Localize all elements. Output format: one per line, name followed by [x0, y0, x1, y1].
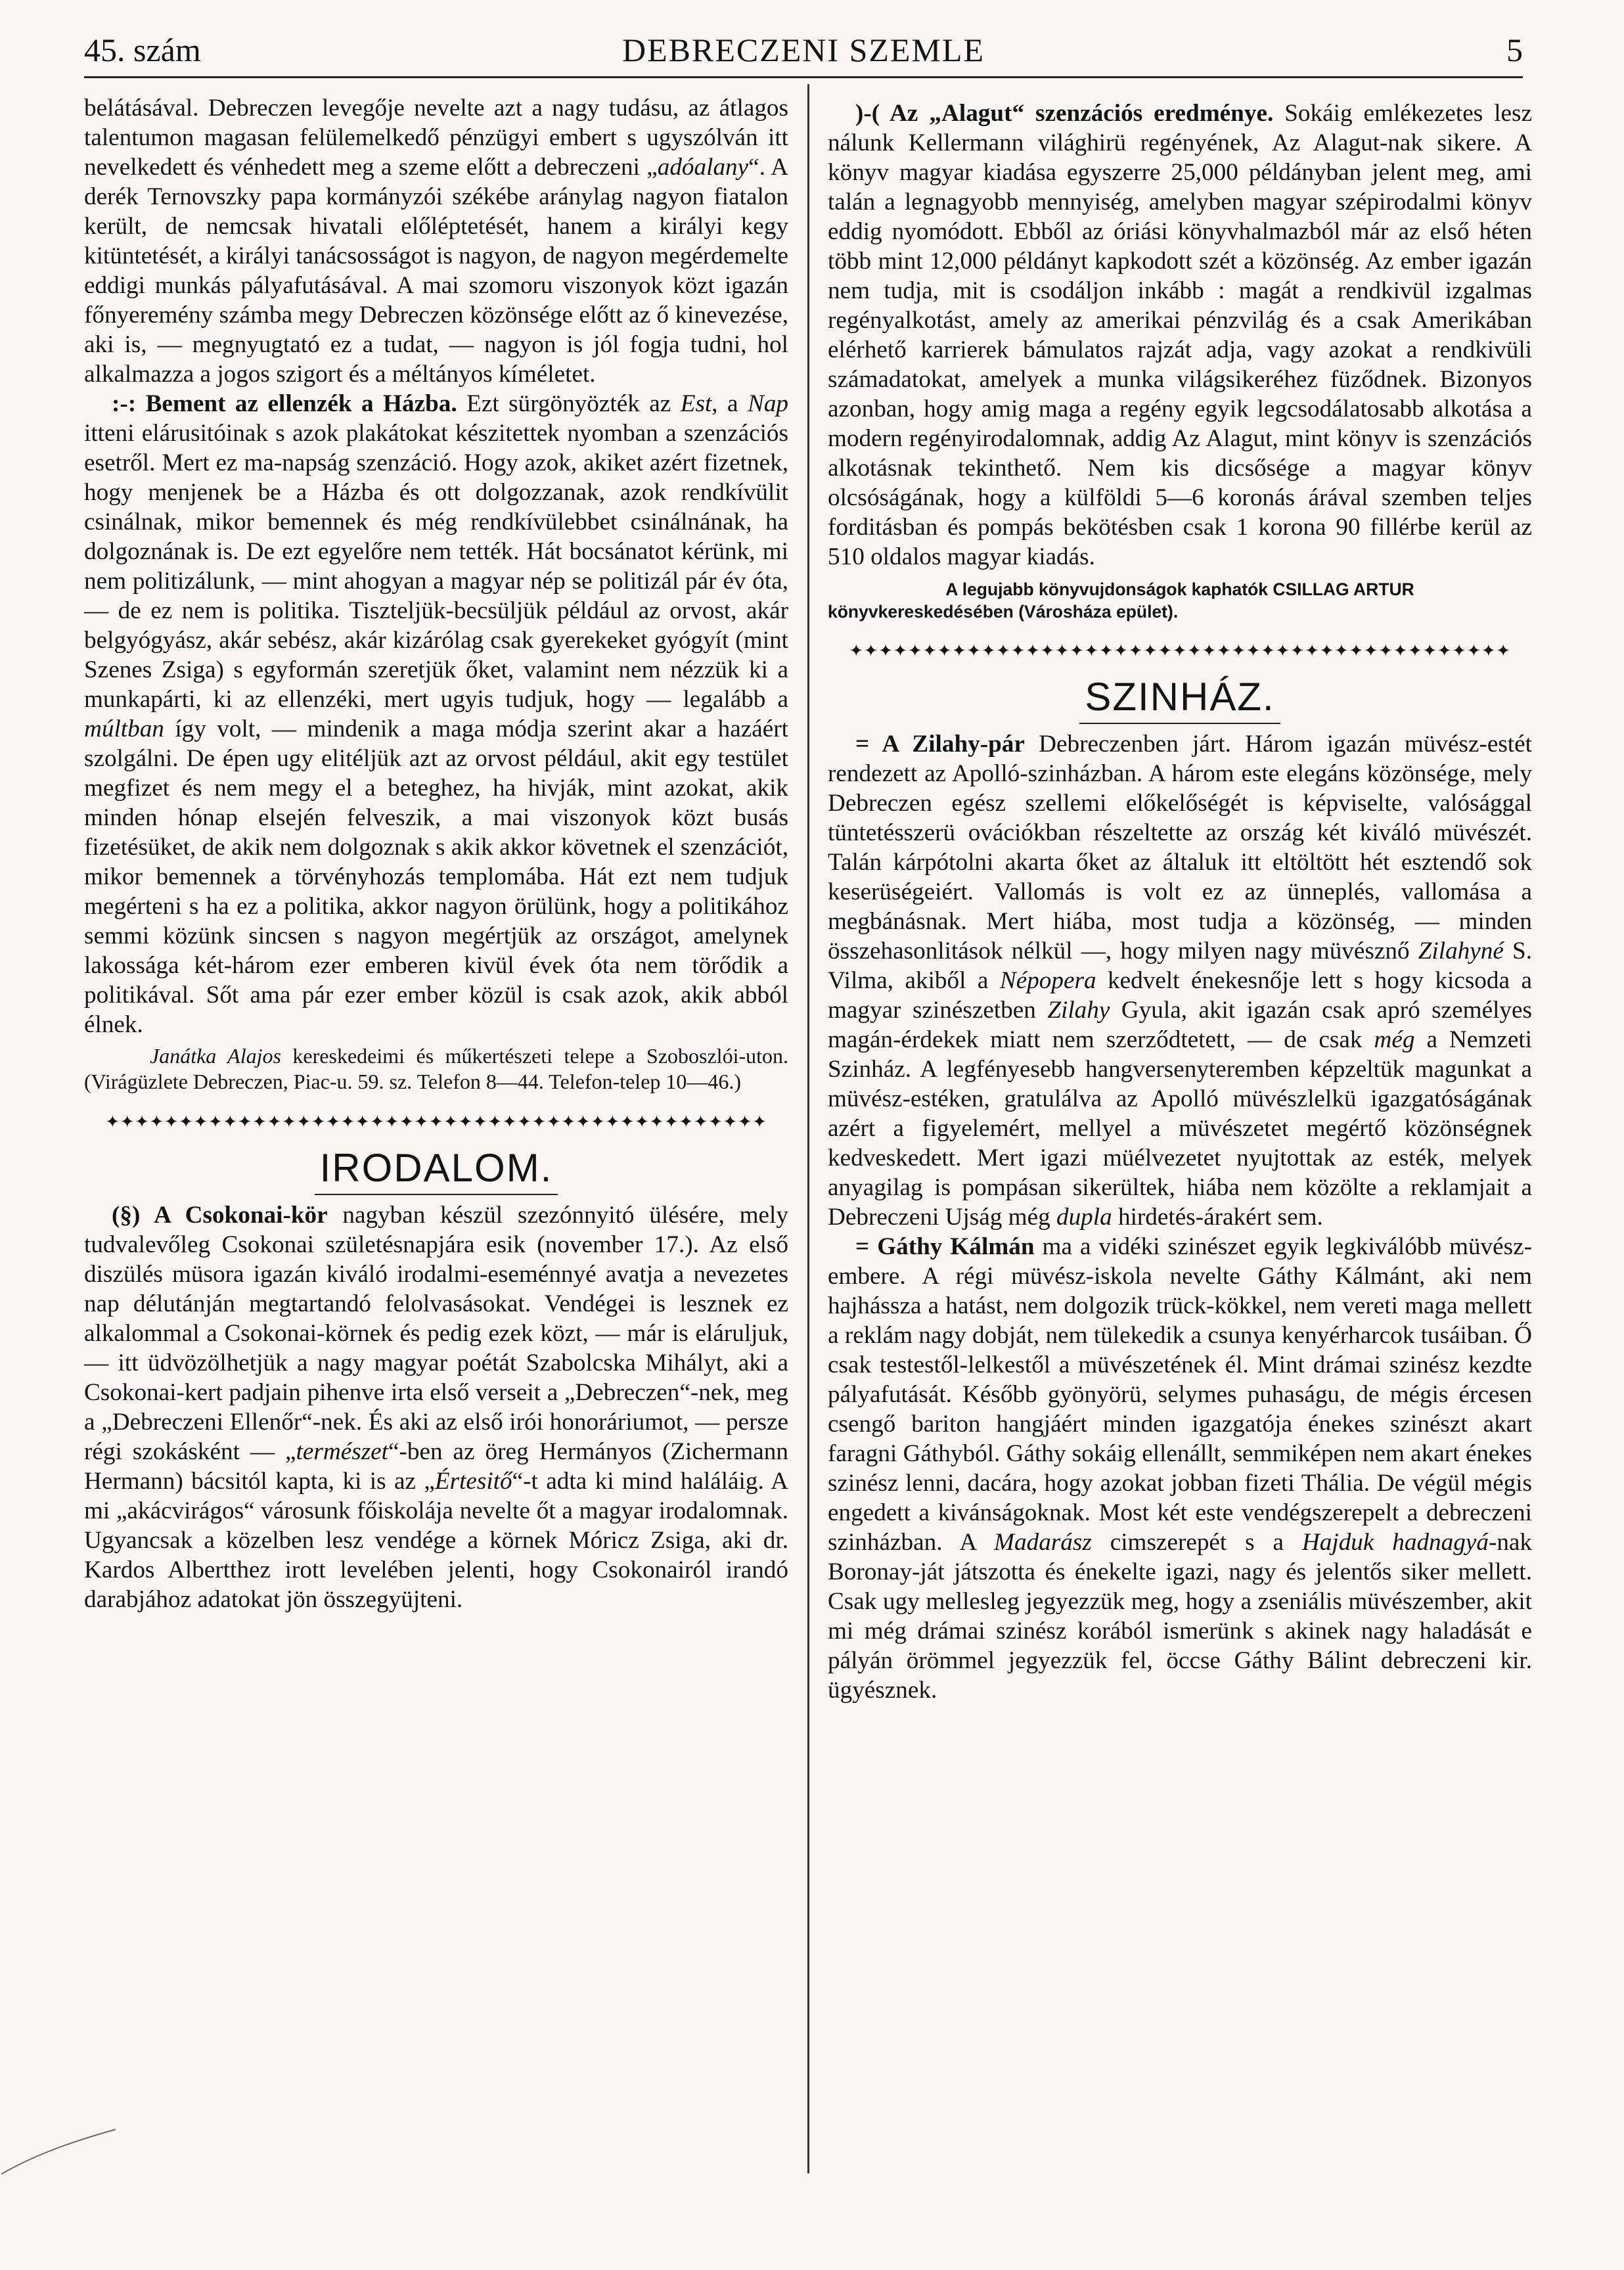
article-text: nagyban készül szezónnyitó ülésére, mely tudvalevőleg Csokonai születésnapjára esik (november 17.). Az első diszülés müsora igazán kiváló irodalmi-eseménnyé avatja a nevezetes nap délutánján megtartandó felolvasásokat. Vendégei is lesznek ez alkalommal a Csokonai-körnek és pedig ezek közt, — már is eláruljuk, — itt üdvözölhetjük a nagy magyar poétát Szabolcska Mihályt, aki a Csokonai-kert padjain pihenve irta első verseit a „Debreczen“-nek, meg a „Debreczeni Ellenőr“-nek. És aki az első irói honoráriumot, — persze régi szokásként — „	[84, 1202, 788, 1465]
article-alagut	[828, 99, 1532, 572]
article-lead: = Gáthy Kálmán	[855, 1233, 1035, 1260]
section-title-text: IRODALOM.	[315, 1146, 558, 1195]
article-emphasis: Madarász	[994, 1529, 1092, 1556]
article-text: így volt, — mindenik a maga módja szerint akar a hazáért szolgálni. De épen ugy elitéljük azt az orvost például, akit egy testület megfizet és nem megy el a beteghez, ha hivják, mint azokat, akik minden hónap elsején felveszik, a mai viszonyok közt busás fizetésüket, de akik nem dolgoznak s akik akkor követnek el szenzációt, mikor bemennek a törvényhozás templomába. Hát ezt nem tudjuk megérteni s ha ez a politika, akkor nagyon örülünk, hogy a politikához semmi közünk sincsen s nagyon megértjük az országot, amelynek lakossága két-három ezer emberen kivül évek óta nem törődik a politikával. Sőt ama pár ezer ember közül is csak azok, akik abból élnek.	[84, 715, 788, 1038]
advertiser-name: Janátka Alajos	[150, 1044, 281, 1068]
article-emphasis: természet	[296, 1438, 389, 1465]
article-emphasis: Est	[680, 390, 712, 417]
column-divider	[807, 84, 809, 2173]
advertisement-text: kereskedeimi és műkertészeti telepe a Szoboszlói-uton. (Virágüzlete Debreczen, Piac-u. 59. sz. Telefon 8—44. Telefon-telep 10—46.)	[84, 1044, 788, 1093]
article-text: Ezt sürgönyözték az	[457, 390, 681, 417]
pen-stroke-mark	[0, 2125, 118, 2178]
page-header	[84, 25, 1523, 78]
article-text: “-ben az öreg Hermányos (Zichermann Hermann) bácsitól kapta, ki is az „	[84, 1438, 788, 1495]
page-number: 5	[1506, 32, 1523, 68]
article-text: -nak Boronay-ját játszotta és énekelte igazi, nagy és jelentős siker mellett. Csak ugy mellesleg jegyezzük meg, hogy a zseniális müvészember, akit mi még drámai szinész korából ismerünk s akinek nagy haladását e pályán örömmel jegyezzük fel, öccse Gáthy Bálint debreczeni kir. ügyésznek.	[828, 1529, 1532, 1704]
article-text: itteni elárusitóinak s azok plakátokat készitettek nyomban a szenzációs esetről. Mert ez ma-napság szenzáció. Hogy azok, akiket azért fizetnek, hogy menjenek be a Házba és ott dolgozzanak, azok rendkívülit csinálnak, mikor bemennek és még rendkívülebbet csinálnának, ha dolgoznának is. De ezt egyelőre nem tették. Hát bocsánatot kérünk, mi nem politizálunk, — mint ahogyan a magyar nép se politizál pár év óta, — de ez nem is politika. Tiszteljük-becsüljük például az orvost, akár belgyógyász, akár sebész, akár kizárólag csak gyerekeket gyógyít (mint Szenes Zsiga) s egyformán szeretjük őket, valamint nem nézzük ki a munkapárti, ki az ellenzéki, mert ugyis tudjuk, hogy — legalább a	[84, 420, 788, 713]
ornament-divider: ✦✦✦✦✦✦✦✦✦✦✦✦✦✦✦✦✦✦✦✦✦✦✦✦✦✦✦✦✦✦✦✦✦✦✦✦✦✦✦✦✦✦✦✦✦	[105, 1112, 767, 1131]
article-text: S. Vilma, akiből a	[828, 938, 1532, 994]
article-gathy	[828, 1232, 1532, 1705]
article-text: belátásával. Debreczen levegője nevelte azt a nagy tudásu, az átlagos talentumon magasan felülemelkedő pénzügyi embert s ugyszólván itt nevelkedett és vénhedett meg a szeme előtt a debreczeni „	[84, 95, 788, 181]
advertisement-janatka	[84, 1043, 788, 1094]
notice-line: A legujabb könyvujdonságok kaphatók CSILLAG ARTUR	[945, 579, 1414, 599]
article-text: a Nemzeti Szinház. A legfényesebb hangversenyteremben képzeltük magunkat a müvész-estéken, gratulálva az Apolló müvészlelkü igazgatóságának azért a figyelemért, mellyel a müvészetet megértő közönségnek kedveskedett. Mert igazi müélvezetet nyujtottak az esték, melyek anyagilag is pompásan sikerültek, hiába nem közölte a reklamjait a Debreczeni Ujság még	[828, 1026, 1532, 1231]
article-zilahy	[828, 729, 1532, 1232]
article-text: “-t adta ki mind haláláig. A mi „akácvirágos“ városunk főiskolája nevelte őt a magyar irodalomnak. Ugyancsak a közelben lesz vendége a körnek Móricz Zsiga, aki dr. Kardos Albertthez irott levelében jelenti, hogy Csokonairól irandó darabjához adatokat jön összegyüjteni.	[84, 1468, 788, 1613]
article-emphasis: Népopera	[999, 967, 1096, 994]
right-column	[828, 99, 1532, 2227]
article-lead: )-( Az „Alagut“ szenzációs eredménye.	[855, 100, 1274, 127]
article-text: kedvelt énekesnője lett s hogy kicsoda a magyar szinészetben	[828, 967, 1532, 1024]
article-text: , a	[711, 390, 748, 417]
section-title-text: SZINHÁZ.	[1079, 675, 1280, 724]
article-csokonai	[84, 1200, 788, 1614]
newspaper-title: DEBRECZENI SZEMLE	[621, 32, 985, 68]
article-emphasis: dupla	[1056, 1204, 1112, 1231]
issue-number: 45. szám	[84, 32, 201, 68]
article-text: hirdetés-árakért sem.	[1112, 1204, 1323, 1231]
notice-line: könyvkereskedésében (Városháza epület).	[828, 602, 1179, 622]
article-ternovszky	[84, 93, 788, 389]
article-lead: :-: Bement az ellenzék a Házba.	[112, 390, 457, 417]
article-text: Gyula, akit igazán csak apró személyes magán-érdekek miatt nem szerződtetett, — de csak	[828, 997, 1532, 1053]
article-emphasis: Zilahy	[1047, 997, 1110, 1024]
article-emphasis: Hajduk hadnagyá	[1301, 1529, 1489, 1556]
article-text: “. A derék Ternovszky papa kormányzói székébe aránylag nagyon fiatalon került, de nemcsak hivatali előléptetését, hanem a királyi kegy kitüntetését, a királyi tanácsosságot is nagyon, de nagyon megérdemelte eddigi munkás pályafutásával. A mai szomoru viszonyok közt igazán főnyeremény számba megy Debreczen közönsége előtt az ő kinevezése, aki is, — megnyugtató ez a tudat, — nagyon is jól fogja tudni, hol alkalmazza a jogos szigort és a méltányos kíméletet.	[84, 154, 788, 388]
article-emphasis: még	[1374, 1026, 1415, 1053]
article-ellenzek	[84, 389, 788, 1039]
left-column	[84, 93, 788, 2222]
bookstore-notice	[828, 578, 1532, 623]
article-lead: (§) A Csokonai-kör	[112, 1202, 328, 1229]
article-emphasis: adóalany	[657, 154, 749, 181]
article-text: cimszerepét s a	[1091, 1529, 1302, 1556]
article-emphasis: múltban	[84, 715, 164, 742]
article-emphasis: Zilahyné	[1418, 938, 1504, 965]
article-text: Debreczenben járt. Három igazán müvész-estét rendezett az Apolló-szinházban. A három este elegáns közönsége, mely Debreczen egész szellemi előkelőségét is képviselte, valósággal tüntetésszerü ovációkban részeltette az ország két kiváló müvészét. Talán kárpótolni akarta őket az általuk itt eltöltött hét esztendő sok keserüségeiért. Vallomás is volt ez az ünneplés, vallomása a megbánásnak. Mert hiába, most tudja a közönség, — minden összehasonlitások nélkül —, hogy milyen nagy müvésznő	[828, 731, 1532, 965]
article-text: Sokáig emlékezetes lesz nálunk Kellermann világhirü regényének, Az Alagut-nak sikere. A könyv magyar kiadása egyszerre 25,000 példányban jelent meg, ami talán a legnagyobb mennyiség, amelyben magyar szépirodalmi könyv eddig nyomódott. Ebből az óriási könyvhalmazból már az első héten több mint 12,000 példányt kapkodott szét a közönség. Az ember igazán nem tudja, mit is csodáljon inkább : magát a rendkivül izgalmas regényalkotást, amely az amerikai pénzvilág és a csak Amerikában elérhető karrierek bámulatos rajzát adja, vagy azokat a rendkivüli számadatokat, amelyek a munka világsikeréhez füződnek. Bizonyos azonban, hogy amig maga a regény egyik legcsodálatosabb alkotása a modern regényirodalomnak, addig Az Alagut, mint könyv is szenzációs alkotásnak tekinthető. Nem kis dicsősége a magyar könyv olcsóságának, hogy a külföldi 5—6 koronás árával szemben teljes forditásban és pompás bekötésben csak 1 korona 90 fillérbe kerül az 510 oldalos magyar kiadás.	[828, 100, 1532, 570]
article-text: ma a vidéki szinészet egyik legkiválóbb müvész-embere. A régi müvész-iskola nevelte Gáthy Kálmánt, aki nem hajhássza a hatást, nem dolgozik trück-kökkel, nem vereti maga mellett a reklám nagy dobját, nem tülekedik a csunya kenyérharcok tusáiban. Ő csak testestől-lelkestől a müvészetének él. Mint drámai szinész kezdte pályafutását. Később gyönyörü, selymes puhaságu, de mégis ércesen csengő bariton hangjáért minden igazgatója énekes szinészt akart faragni Gáthyból. Gáthy sokáig ellenállt, semmiképen nem akart énekes szinész lenni, dacára, hogy azokat jobban fizeti Thália. De végül mégis engedett a kivánságoknak. Most két este vendégszerepelt a debreczeni szinházban. A	[828, 1233, 1532, 1556]
article-lead: = A Zilahy-pár	[855, 731, 1025, 758]
article-emphasis: Nap	[748, 390, 788, 417]
section-title-irodalom	[84, 1145, 788, 1191]
ornament-divider: ✦✦✦✦✦✦✦✦✦✦✦✦✦✦✦✦✦✦✦✦✦✦✦✦✦✦✦✦✦✦✦✦✦✦✦✦✦✦✦✦✦✦✦✦✦	[849, 641, 1511, 660]
article-emphasis: Értesitő	[434, 1468, 512, 1495]
section-title-szinhaz	[828, 674, 1532, 720]
